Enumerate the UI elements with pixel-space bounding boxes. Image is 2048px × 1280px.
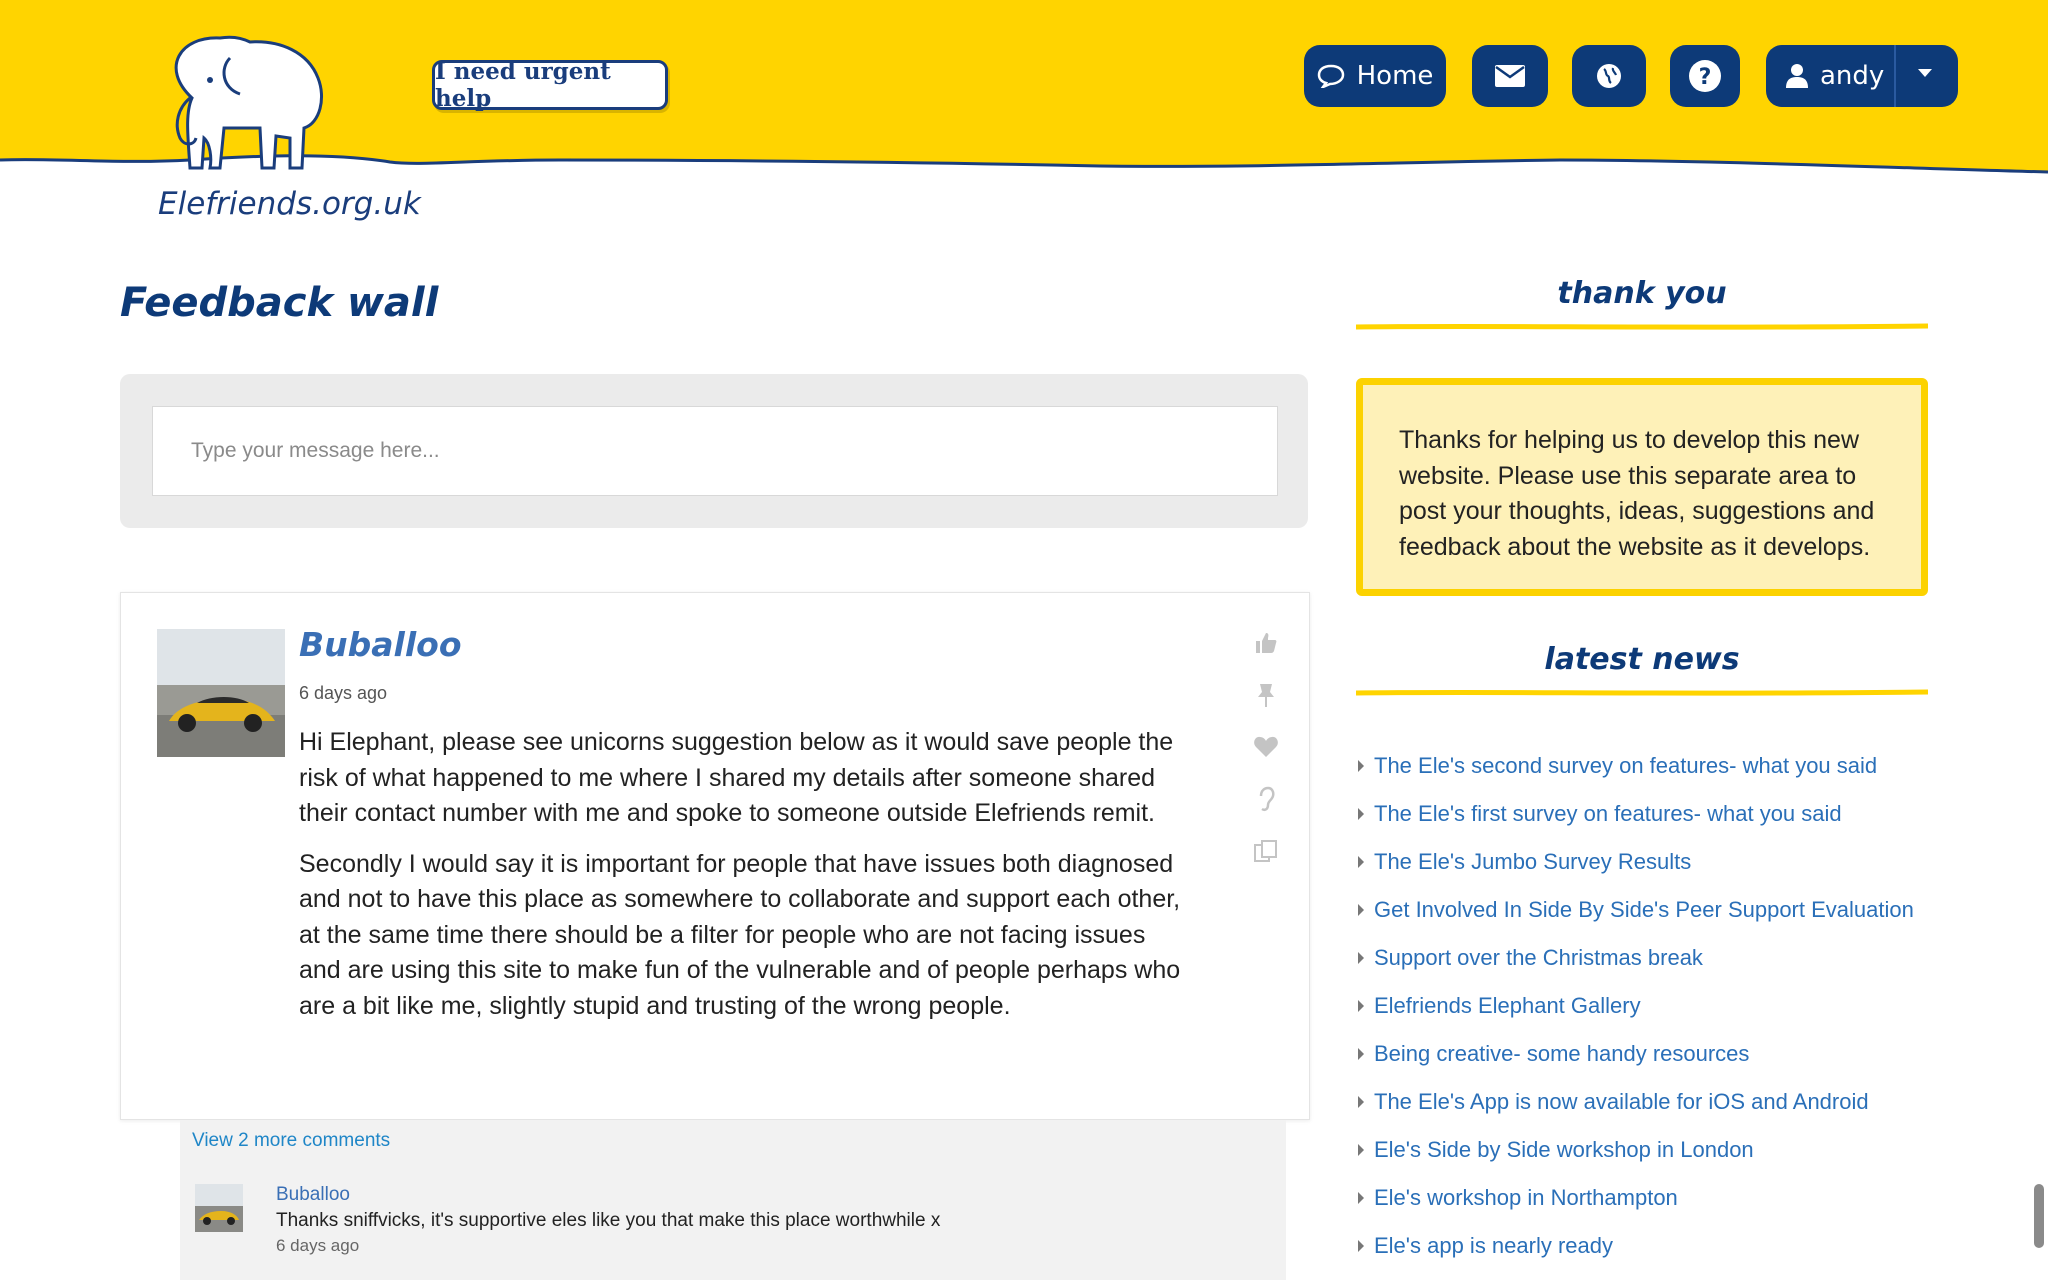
caret-right-icon <box>1358 904 1364 916</box>
news-item-link[interactable]: Support over the Christmas break <box>1374 945 1703 970</box>
user-menu-button[interactable] <box>1766 45 1958 107</box>
post-body <box>299 725 1189 1039</box>
messages-button[interactable] <box>1472 45 1548 107</box>
news-item[interactable] <box>1356 1078 1956 1126</box>
post-timestamp: 6 days ago <box>299 683 388 703</box>
chevron-down-icon[interactable] <box>1916 67 1934 79</box>
home-label: Home <box>1356 61 1434 91</box>
help-button[interactable] <box>1670 45 1740 107</box>
news-item[interactable] <box>1356 790 1956 838</box>
urgent-help-button[interactable]: I need urgent help <box>432 60 668 110</box>
post-author[interactable]: Buballoo <box>299 625 462 664</box>
comment-author-avatar[interactable] <box>195 1184 243 1232</box>
news-item[interactable] <box>1356 934 1956 982</box>
news-item-link[interactable]: The Ele's App is now available for iOS and Android <box>1374 1089 1869 1114</box>
news-item-link[interactable]: Being creative- some handy resources <box>1374 1041 1750 1066</box>
copy-icon[interactable] <box>1251 837 1281 865</box>
post-card <box>120 592 1310 1120</box>
caret-right-icon <box>1358 1000 1364 1012</box>
site-name[interactable]: Elefriends.org.uk <box>158 186 421 222</box>
svg-text:?: ? <box>1698 65 1712 90</box>
news-item-link[interactable]: Ele's workshop in Northampton <box>1374 1185 1678 1210</box>
comment-timestamp: 6 days ago <box>276 1236 360 1255</box>
comment-text: Thanks sniffvicks, it's supportive eles like you that make this place worthwhile x <box>276 1210 941 1231</box>
user-name: andy <box>1820 61 1885 91</box>
question-icon <box>1688 59 1722 93</box>
message-composer <box>120 374 1308 528</box>
news-item-link[interactable]: Elefriends Elephant Gallery <box>1374 993 1641 1018</box>
comment-author[interactable]: Buballoo <box>276 1184 350 1205</box>
caret-right-icon <box>1358 760 1364 772</box>
pin-icon[interactable] <box>1251 681 1281 709</box>
heart-icon[interactable] <box>1251 733 1281 761</box>
news-item[interactable] <box>1356 838 1956 886</box>
comments-section <box>180 1120 1286 1280</box>
message-input[interactable] <box>152 406 1278 496</box>
news-list <box>1356 742 1956 1270</box>
caret-right-icon <box>1358 1096 1364 1108</box>
community-button[interactable] <box>1572 45 1646 107</box>
news-item-link[interactable]: Ele's Side by Side workshop in London <box>1374 1137 1754 1162</box>
post-actions <box>1251 629 1281 865</box>
home-button[interactable] <box>1304 45 1446 107</box>
news-item-link[interactable]: Ele's app is nearly ready <box>1374 1233 1613 1258</box>
page-scrollbar[interactable] <box>2034 1184 2044 1248</box>
thumbs-up-icon[interactable] <box>1251 629 1281 657</box>
latest-news-heading: latest news <box>1544 642 1740 677</box>
news-item[interactable] <box>1356 1174 1956 1222</box>
user-menu-divider <box>1894 45 1896 107</box>
news-item[interactable] <box>1356 1030 1956 1078</box>
news-item[interactable] <box>1356 1126 1956 1174</box>
caret-right-icon <box>1358 1240 1364 1252</box>
post-paragraph: Hi Elephant, please see unicorns suggestion below as it would save people the risk of what happened to me where I shared my details after someone shared their contact number with me and spoke to someone outside Elefriends remit. <box>299 728 1174 827</box>
news-item-link[interactable]: The Ele's Jumbo Survey Results <box>1374 849 1692 874</box>
caret-right-icon <box>1358 808 1364 820</box>
envelope-icon <box>1495 65 1525 87</box>
thank-you-heading: thank you <box>1557 276 1727 311</box>
user-icon <box>1786 64 1808 88</box>
view-more-comments-link[interactable]: View 2 more comments <box>192 1130 391 1151</box>
heading-underline <box>1356 688 1928 698</box>
post-author-avatar[interactable] <box>157 629 285 757</box>
news-item[interactable] <box>1356 982 1956 1030</box>
news-item-link[interactable]: The Ele's second survey on features- what you said <box>1374 753 1878 778</box>
speech-bubble-icon <box>1317 64 1345 88</box>
thank-you-note: Thanks for helping us to develop this new website. Please use this separate area to post your thoughts, ideas, suggestions and feedback about the website as it develops. <box>1356 378 1928 596</box>
caret-right-icon <box>1358 1192 1364 1204</box>
caret-right-icon <box>1358 1144 1364 1156</box>
heading-underline <box>1356 322 1928 332</box>
caret-right-icon <box>1358 856 1364 868</box>
news-item[interactable] <box>1356 1222 1956 1270</box>
post-paragraph: Secondly I would say it is important for people that have issues both diagnosed and not to have this place as somewhere to collaborate and support each other, at the same time there should be a filter for people who are not facing issues and are using this site to make fun of the vulnerable and of people perhaps who are a bit like me, slightly stupid and trusting of the wrong people. <box>299 849 1181 1020</box>
caret-right-icon <box>1358 1048 1364 1060</box>
page-title: Feedback wall <box>120 280 439 326</box>
news-item[interactable] <box>1356 886 1956 934</box>
caret-right-icon <box>1358 952 1364 964</box>
news-item[interactable] <box>1356 742 1956 790</box>
news-item-link[interactable]: The Ele's first survey on features- what you said <box>1374 801 1842 826</box>
globe-icon <box>1596 63 1622 89</box>
news-item-link[interactable]: Get Involved In Side By Side's Peer Support Evaluation <box>1374 897 1914 922</box>
ear-icon[interactable] <box>1251 785 1281 813</box>
